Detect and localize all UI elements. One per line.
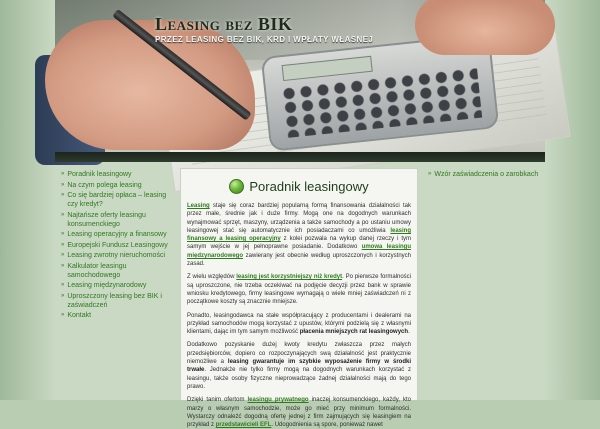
sidebar-right-item-label: Wzór zaświadczenia o zarobkach (434, 171, 539, 178)
chevron-right-icon: » (61, 241, 65, 248)
sidebar-left-item-label: Kontakt (67, 312, 92, 319)
article-body (187, 202, 411, 429)
header-divider-band (55, 152, 545, 162)
article-text: Dodatkowo pozyskanie dużej kwoty kredytu zwłaszcza przez małych przedsiębiorców, dopiero co rozpoczynających swą działalność jest praktycznie niemożliwe a (187, 342, 411, 366)
sidebar-left-menu (55, 162, 177, 400)
sidebar-left-item[interactable] (61, 262, 177, 280)
site-title[interactable]: Leasing bez BIK (155, 14, 293, 34)
article-paragraph (187, 341, 411, 391)
sidebar-left-item-label: Co się bardziej opłaca – leasing czy kredyt? (67, 192, 167, 208)
calculator-screen (282, 56, 373, 81)
sidebar-left-item[interactable] (61, 211, 177, 229)
chevron-right-icon: » (61, 231, 65, 237)
sidebar-left-item-label: Na czym polega leasing (67, 181, 142, 189)
main-title-text: Poradnik leasingowy (249, 179, 369, 194)
sidebar-left-item[interactable] (61, 292, 177, 310)
article-text: z kolei pozwala na wykup danej rzeczy i tym samym wejście w jej pełnoprawne posiadanie. Dodatkowo (187, 236, 411, 251)
chevron-right-icon: » (61, 262, 65, 269)
sidebar-right-item[interactable] (428, 170, 545, 179)
chevron-right-icon: » (428, 171, 432, 177)
article-text: . Jednakże nie tylko firmy mogą na dogodnych warunkach korzystać z leasingu, także osoby fizyczne nieprowadzące żadnej działalności mają do tego prawo. (187, 367, 411, 390)
article-link[interactable]: przedstawicieli EFL (215, 422, 272, 429)
article-text: inaczej konsumenckiego, każdy, kto marzy o własnym samochodzie, może go mieć przy minimum formalności. Wystarczy odnaleźć dogodną ofertę jednej z firm zajmujących się leasingiem na przykład z (187, 397, 411, 429)
sidebar-left-item-label: Leasing międzynarodowy (67, 282, 147, 289)
sidebar-left-item-label: Europejski Fundusz Leasingowy (67, 241, 168, 249)
chevron-right-icon: » (61, 252, 65, 258)
header-second-hand-image (415, 0, 555, 55)
article-text: Z wielu względów (187, 274, 237, 281)
article-emphasis: leasing gwarantuje im szybkie wyposażenie firmy w środki trwałe (187, 359, 411, 374)
article-link[interactable]: umowa leasingu międzynarodowego (187, 244, 411, 259)
article-link[interactable]: Leasing (187, 203, 210, 209)
site-tagline: PRZEZ LEASING BEZ BIK, KRD I WPŁATY WŁASNEJ (155, 35, 374, 44)
sidebar-left-item[interactable] (61, 170, 177, 179)
article-text: . (408, 329, 410, 336)
article-text: zawierany jest obecnie według uproszczonych i korzystnych zasad. (187, 252, 411, 268)
article-emphasis: płacenia mniejszych rat leasingowych (299, 329, 409, 336)
chevron-right-icon: » (61, 282, 65, 288)
sidebar-right-menu (422, 162, 545, 400)
chevron-right-icon: » (61, 181, 65, 188)
sidebar-left-item[interactable] (61, 281, 177, 290)
article-link[interactable]: leasingu prywatnego (247, 397, 309, 404)
article-paragraph (187, 396, 411, 429)
article-paragraph (187, 273, 411, 306)
main-content (180, 168, 418, 429)
globe-icon (229, 179, 244, 194)
sidebar-left-item[interactable] (61, 191, 177, 209)
article-paragraph (187, 312, 411, 337)
article-text: staje się coraz bardziej popularną formą finansowania działalności tak przez małe, średnie jak i duże firmy. Mogą one na dogodnych warunkach wynajmować sprzęt, maszyny, urządzenia a także samochody a po ustaniu umowy leasingowej stać się automatycznie ich posiadaczami co umożliwia (187, 203, 411, 234)
chevron-right-icon: » (61, 171, 65, 177)
chevron-right-icon: » (61, 211, 65, 218)
article-text: Ponadto, leasingodawca na stałe współpracujący z producentami i dealerami na przykład samochodów mogą korzystać z upustów, którymi podzielą się z własnymi klientami, dając im tym samym możliwość (187, 312, 411, 336)
chevron-right-icon: » (61, 312, 65, 318)
sidebar-left-item-label: Najtańsze oferty leasingu konsumenckiego (67, 211, 146, 228)
chevron-right-icon: » (61, 292, 65, 299)
article-paragraph (187, 202, 411, 268)
chevron-right-icon: » (61, 192, 65, 198)
article-link[interactable]: leasing finansowy a leasing operacyjny (187, 227, 411, 243)
article-text: Dzięki tanim ofertom (187, 397, 248, 404)
sidebar-left-item-label: Uproszczony leasing bez BIK i zaświadczeń (67, 292, 162, 309)
site-header (55, 0, 545, 152)
sidebar-left-item[interactable] (61, 181, 177, 190)
main-heading (187, 179, 411, 194)
sidebar-left-item[interactable] (61, 311, 177, 320)
sidebar-left-item[interactable] (61, 230, 177, 239)
sidebar-left-item-label: Leasing operacyjny a finansowy (67, 231, 167, 238)
sidebar-left-item-label: Leasing zwrotny nieruchomości (67, 252, 166, 259)
sidebar-left-item-label: Poradnik leasingowy (67, 171, 132, 178)
article-text: . Udogodnienia są spore, ponieważ nawet (271, 422, 383, 429)
sidebar-left-item[interactable] (61, 251, 177, 260)
article-text: . Po pierwsze formalności są uproszczone, nie trzeba oczekiwać na podjęcie decyzji przez bank w sprawie wniosku kredytowego, firmy leasingowe wymagają o wiele mniej zaświadczeń ni z początkowe koszty są znacznie mniejsze. (187, 274, 412, 306)
sidebar-left-item[interactable] (61, 241, 177, 250)
article-link[interactable]: leasing jest korzystniejszy niż kredyt (236, 274, 343, 281)
sidebar-left-item-label: Kalkulator leasingu samochodowego (67, 262, 127, 279)
